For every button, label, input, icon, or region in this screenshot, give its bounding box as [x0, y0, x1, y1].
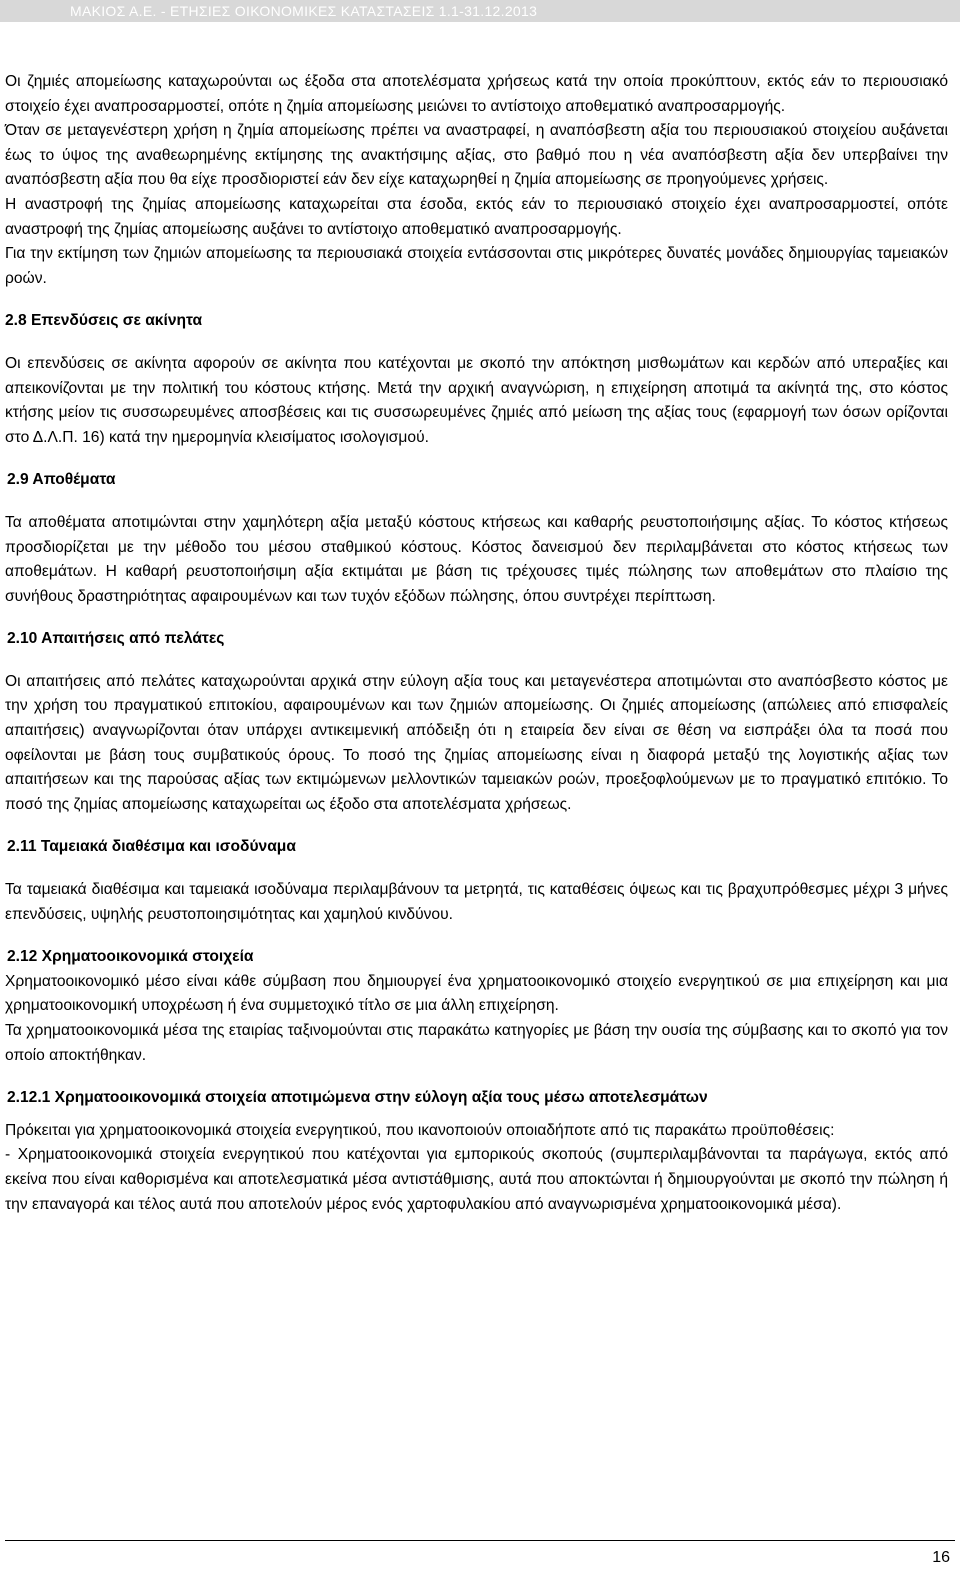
intro-paragraph-2: Όταν σε μεταγενέστερη χρήση η ζημία απομείωσης πρέπει να αναστραφεί, η αναπόσβεστη αξία του περιουσιακού στοιχείου αυξάνεται έως το ύψος της αναθεωρημένης εκτίμησης της ανακτήσιμης αξίας, στο βαθμό που η νέα αναπόσβεστη αξία δεν υπερβαίνει την αναπόσβεστη αξία που θα είχε προσδιοριστεί εάν δεν είχε καταχωρηθεί η ζημία απομείωσης σε προηγούμενες χρήσεις.	[5, 122, 948, 189]
heading-2-12-1: 2.12.1 Χρηματοοικονομικά στοιχεία αποτιμώμενα στην εύλογη αξία τους μέσω αποτελεσμάτων	[7, 1089, 708, 1107]
section-2-12-paragraph-1: Χρηματοοικονομικό μέσο είναι κάθε σύμβαση που δημιουργεί ένα χρηματοοικονομικό στοιχείο ενεργητικού σε μια επιχείρηση και μια χρηματοοικονομική υποχρέωση ή ένα συμμετοχικό τίτλο σε μια άλλη επιχείρηση.	[5, 972, 948, 1015]
section-2-12-paragraph-2: Τα χρηματοοικονομικά μέσα της εταιρίας ταξινομούνται στις παρακάτω κατηγορίες με βάση την ουσία της σύμβασης και το σκοπό για τον οποίο αποκτήθηκαν.	[5, 1022, 948, 1064]
section-2-12-1-list-item: - Χρηματοοικονομικά στοιχεία ενεργητικού που κατέχονται για εμπορικούς σκοπούς (συμπεριλαμβάνονται τα παράγωγα, εκτός από εκείνα που είναι καθορισμένα και αποτελεσματικά μέσα αντιστάθμισης, αυτά που αποκτώνται ή δημιουργούνται με σκοπό την πώληση ή την επαναγορά και τέλος αυτά που αποτελούν μέρος ενός χαρτοφυλακίου από αναγνωρισμένα χρηματοοικονομικά μέσα).	[5, 1146, 948, 1213]
section-2-12-1-paragraph-1: Πρόκειται για χρηματοοικονομικά στοιχεία ενεργητικού, που ικανοποιούν οποιαδήποτε από τις παρακάτω προϋποθέσεις:	[5, 1121, 835, 1139]
heading-2-8: 2.8 Επενδύσεις σε ακίνητα	[5, 312, 203, 330]
header-title: ΜΑΚΙΟΣ Α.Ε. - ΕΤΗΣΙΕΣ ΟΙΚΟΝΟΜΙΚΕΣ ΚΑΤΑΣΤΑΣΕΙΣ 1.1-31.12.2013	[70, 3, 538, 19]
section-2-11-paragraph: Τα ταμειακά διαθέσιμα και ταμειακά ισοδύναμα περιλαμβάνουν τα μετρητά, τις καταθέσεις όψεως και τις βραχυπρόθεσμες μέχρι 3 μήνες επενδύσεις, υψηλής ρευστοποιησιμότητας και χαμηλού κινδύνου.	[5, 881, 948, 923]
footer-divider	[5, 1540, 955, 1541]
heading-2-9: 2.9 Αποθέματα	[7, 471, 116, 489]
heading-2-10: 2.10 Απαιτήσεις από πελάτες	[7, 630, 225, 648]
intro-paragraph-1: Οι ζημιές απομείωσης καταχωρούνται ως έξοδα στα αποτελέσματα χρήσεως κατά την οποία προκύπτουν, εκτός εάν το περιουσιακό στοιχείο έχει αναπροσαρμοστεί, οπότε η ζημία απομείωσης μειώνει το αντίστοιχο αποθεματικό αναπροσαρμογής.	[5, 73, 948, 115]
section-2-8-paragraph: Οι επενδύσεις σε ακίνητα αφορούν σε ακίνητα που κατέχονται με σκοπό την απόκτηση μισθωμάτων και κερδών από υπεραξίες και απεικονίζονται με την πολιτική του κόστους κτήσης. Μετά την αρχική αναγνώριση, η επιχείρηση αποτιμά τα ακίνητά της, στο κόστος κτήσης μείον τις συσσωρευμένες αποσβέσεις και τις συσσωρευμένες ζημιές από μείωση της αξίας τους (εφαρμογή των όσων ορίζονται στο Δ.Λ.Π. 16) κατά την ημερομηνία κλεισίματος ισολογισμού.	[5, 354, 948, 446]
page-number: 16	[932, 1549, 950, 1566]
section-2-9-paragraph: Τα αποθέματα αποτιμώνται στην χαμηλότερη αξία μεταξύ κόστους κτήσεως και καθαρής ρευστοποιήσιμης αξίας. Το κόστος κτήσεως προσδιορίζεται με την μέθοδο του μέσου σταθμικού κόστους. Κόστος δανεισμού δεν περιλαμβάνεται στο κόστος κτήσεως των αποθεμάτων. Η καθαρή ρευστοποιήσιμη αξία εκτιμάται με βάση τις τρέχουσες τιμές πώλησης των αποθεμάτων στο πλαίσιο της συνήθους δραστηριότητας αφαιρουμένων και των τυχόν εξόδων πώλησης, όπου συντρέχει περίπτωση.	[5, 513, 948, 605]
intro-paragraph-4: Για την εκτίμηση των ζημιών απομείωσης τα περιουσιακά στοιχεία εντάσσονται στις μικρότερες δυνατές μονάδες δημιουργίας ταμειακών ροών.	[5, 245, 948, 287]
section-2-10-paragraph: Οι απαιτήσεις από πελάτες καταχωρούνται αρχικά στην εύλογη αξία τους και μεταγενέστερα αποτιμώνται στο αναπόσβεστο κόστος με την χρήση του πραγματικού επιτοκίου, αφαιρουμένων και των ζημιών απομείωσης. Οι ζημιές απομείωσης (απώλειες από επισφαλείς απαιτήσεις) αναγνωρίζονται όταν υπάρχει αντικειμενική απόδειξη ότι η εταιρεία δεν είναι σε θέση να εισπράξει όλα τα ποσά που οφείλονται με βάση τους συμβατικούς όρους. Το ποσό της ζημίας απομείωσης είναι η διαφορά μεταξύ της λογιστικής αξίας των απαιτήσεων και της παρούσας αξίας των εκτιμώμενων μελλοντικών ταμειακών ροών, προεξοφλούμενων με το πραγματικό επιτόκιο. Το ποσό της ζημίας απομείωσης καταχωρείται ως έξοδο στα αποτελέσματα χρήσεως.	[5, 672, 948, 813]
heading-2-11: 2.11 Ταμειακά διαθέσιμα και ισοδύναμα	[7, 838, 296, 856]
intro-paragraph-3: Η αναστροφή της ζημίας απομείωσης καταχωρείται στα έσοδα, εκτός εάν το περιουσιακό στοιχείο έχει αναπροσαρμοστεί, οπότε αναστροφή της ζημίας απομείωσης αυξάνει το αντίστοιχο αποθεματικό αναπροσαρμογής.	[5, 195, 948, 238]
document-body	[5, 70, 948, 1217]
page-header	[0, 0, 960, 22]
heading-2-12: 2.12 Χρηματοοικονομικά στοιχεία	[7, 948, 254, 966]
